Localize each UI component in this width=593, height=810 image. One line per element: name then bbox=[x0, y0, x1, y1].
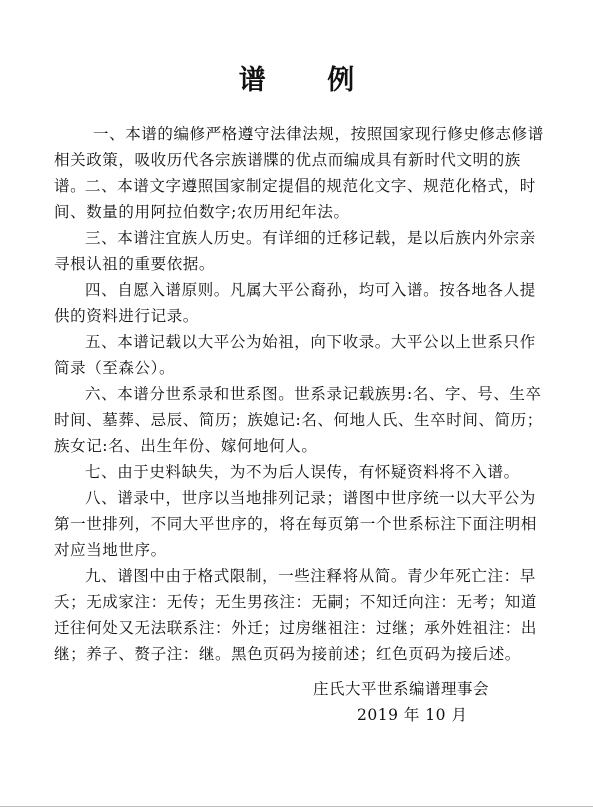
clause-7: 七、由于史料缺失，为不为后人误传，有怀疑资料将不入谱。 bbox=[85, 463, 520, 481]
clause-3: 三、本谱注宜族人历史。有详细的迁移记载，是以后族内外宗亲寻根认祖的重要依据。 bbox=[54, 229, 536, 273]
clause-5: 五、本谱记载以大平公为始祖，向下收录。大平公以上世系只作简录（至森公）。 bbox=[54, 333, 536, 377]
clause-8: 八、谱录中，世序以当地排列记录；谱图中世序统一以大平公为第一世排列，不同大平世序的，将在每页第一个世系标注下面注明相对应当地世序。 bbox=[54, 489, 538, 559]
clause-6: 六、本谱分世系录和世系图。世系录记载族男:名、字、号、生卒时间、墓葬、忌辰、简历；族媳记:名、何地人氏、生卒时间、简历；族女记:名、出生年份、嫁何地何人。 bbox=[54, 385, 543, 455]
page-title: 谱 例 bbox=[238, 65, 381, 96]
clause-1: 一、本谱的编修严格遵守法律法规，按照国家现行修史修志修谱相关政策，吸收历代各宗族谱牒的优点而编成具有新时代文明的族谱。 bbox=[54, 125, 544, 195]
signature-date: 2019 年 10 月 bbox=[357, 706, 468, 724]
clause-2: 二、本谱文字遵照国家制定提倡的规范化文字、规范化格式，时间、数量的用阿拉伯数字;农历用纪年法。 bbox=[54, 177, 536, 221]
bottom-divider bbox=[0, 806, 593, 807]
clause-9: 九、谱图中由于格式限制，一些注释将从简。青少年死亡注：早夭；无成家注：无传；无生男孩注：无嗣；不知迁向注：无考；知道迁往何处又无法联系注：外迁；过房继祖注：过继；承外姓祖注：出继；养子、赘子注：继。黑色页码为接前述；红色页码为接后述。 bbox=[54, 567, 538, 663]
clause-4: 四、自愿入谱原则。凡属大平公裔孙，均可入谱。按各地各人提供的资料进行记录。 bbox=[54, 281, 536, 325]
signature-organization: 庄氏大平世系编谱理事会 bbox=[313, 680, 490, 698]
